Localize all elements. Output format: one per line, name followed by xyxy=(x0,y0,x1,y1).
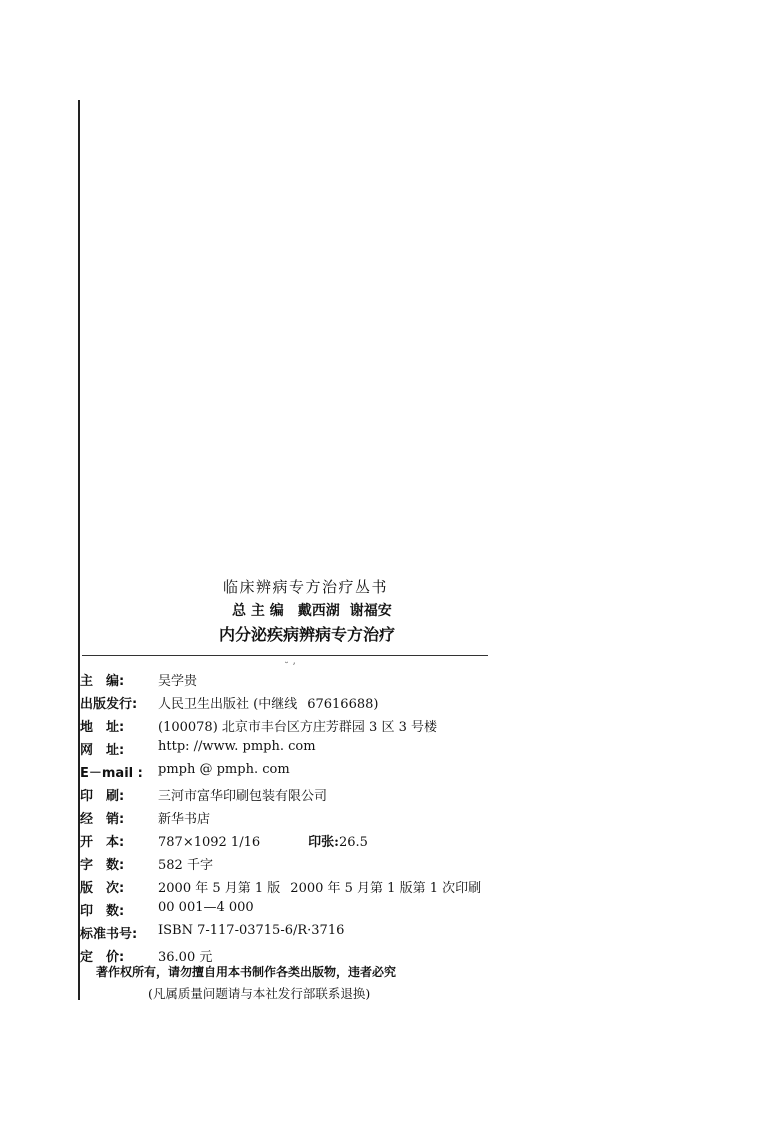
chief-editors xyxy=(232,604,392,618)
row-value: 2000 年 5 月第 1 版 xyxy=(158,881,281,896)
row-label: 出版发行: xyxy=(80,697,138,712)
row-value: 人民卫生出版社 (中继线 xyxy=(158,697,298,712)
row-label: 标准书号: xyxy=(80,927,138,942)
series-title: 临床辨病专方治疗丛书 xyxy=(223,578,389,596)
row-label: 字 数: xyxy=(80,858,125,873)
row-label: 版 次: xyxy=(80,881,125,896)
row-label: 开 本: xyxy=(80,835,125,850)
copyright-notice: 著作权所有，请勿擅自用本书制作各类出版物，违者必究 xyxy=(96,965,397,979)
return-note: (凡属质量问题请与本社发行部联系退换) xyxy=(148,986,371,1001)
row-value: 36.00 元 xyxy=(158,950,213,965)
row-value: (100078) 北京市丰台区方庄芳群园 3 区 3 号楼 xyxy=(158,720,437,735)
row-label: 印 刷: xyxy=(80,789,125,804)
row-value: 三河市富华印刷包装有限公司 xyxy=(158,789,328,804)
row-value: ISBN 7-117-03715-6/R·3716 xyxy=(158,923,345,938)
chief-editor-label: 总 主 编 xyxy=(232,603,284,619)
row-value: 新华书店 xyxy=(158,812,211,827)
row-label: 印 数: xyxy=(80,904,125,919)
divider-rule xyxy=(82,655,488,656)
row-value: 00 001—4 000 xyxy=(158,900,254,915)
row-value: 787×1092 1/16 xyxy=(158,835,261,850)
sheets-value: 26.5 xyxy=(338,835,368,850)
row-label: E－mail : xyxy=(80,766,143,781)
chief-editor-name-1: 戴西湖 xyxy=(297,603,340,619)
row-label: 主 编: xyxy=(80,674,125,689)
row-value: http: //www. pmph. com xyxy=(158,739,316,754)
row-label: 定 价: xyxy=(80,950,125,965)
row-label: 经 销: xyxy=(80,812,125,827)
row-value: 582 千字 xyxy=(158,858,213,873)
row-value: 吴学贵 xyxy=(158,674,198,689)
book-title: 内分泌疾病辨病专方治疗 xyxy=(219,625,396,644)
printing-value: 2000 年 5 月第 1 版第 1 次印刷 xyxy=(290,881,482,896)
sheets-label: 印张: xyxy=(308,835,339,850)
row-label: 地 址: xyxy=(80,720,125,735)
publisher-phone: 67616688) xyxy=(307,697,379,712)
row-value: pmph @ pmph. com xyxy=(158,762,290,777)
chief-editor-name-2: 谢福安 xyxy=(349,603,392,619)
stray-mark: ˘ ʼ xyxy=(284,662,296,673)
row-label: 网 址: xyxy=(80,743,125,758)
